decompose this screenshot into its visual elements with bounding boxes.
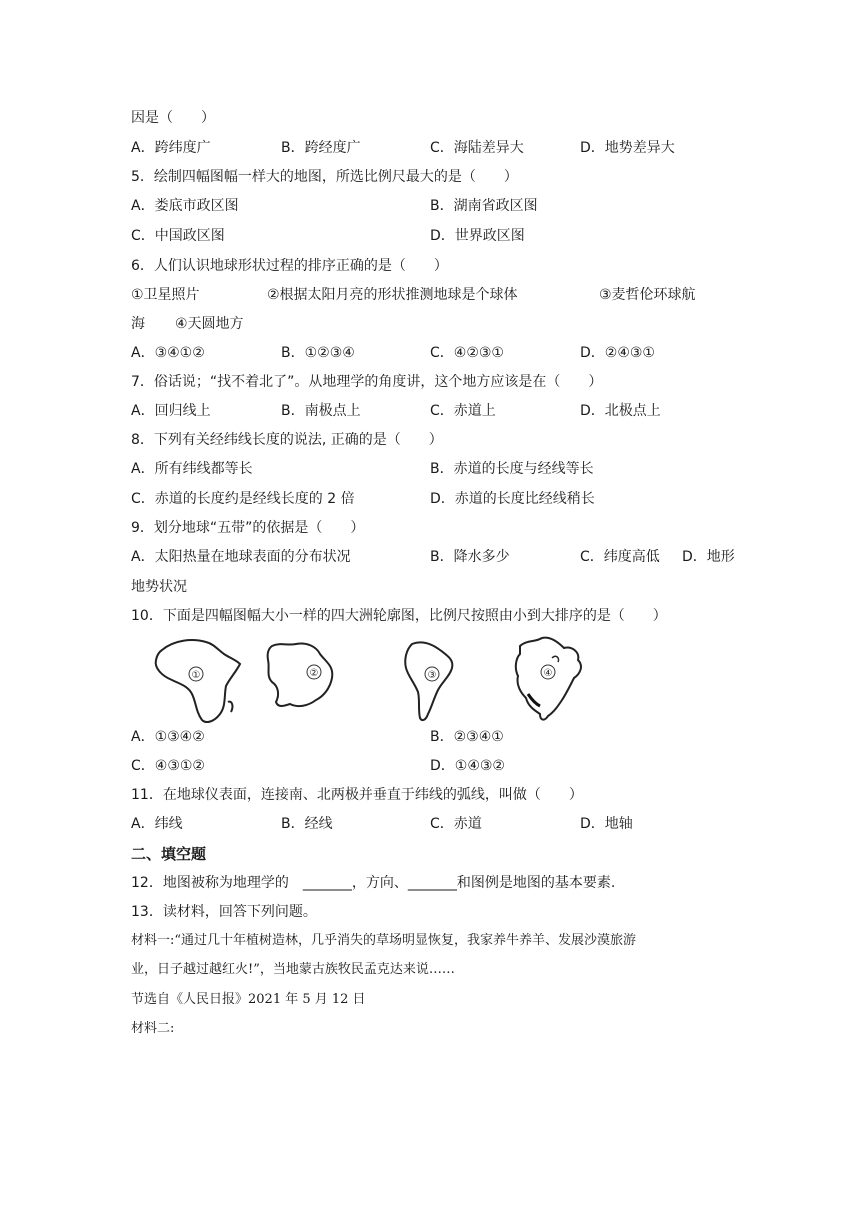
q13-material1-line1: 材料一:“通过几十年植树造林，几乎消失的草场明显恢复，我家养牛养羊、发展沙漠旅游	[131, 933, 637, 948]
q5-option-d: D．世界政区图	[430, 228, 525, 244]
q9-option-d-wrap: 地势状况	[131, 579, 187, 595]
q6-item-3-wrap: 海	[131, 316, 145, 332]
q4-option-c: C．海陆差异大	[430, 140, 524, 156]
q7-option-b: B．南极点上	[281, 403, 361, 419]
section-heading-fill-in: 二、填空题	[131, 845, 207, 863]
q4-option-d: D．地势差异大	[580, 140, 675, 156]
q6-stem: 6．人们认识地球形状过程的排序正确的是（ ）	[131, 258, 448, 274]
africa-outline	[156, 640, 240, 722]
q13-stem: 13．读材料，回答下列问题。	[131, 904, 317, 920]
q5-option-b: B．湖南省政区图	[430, 198, 538, 214]
q6-item-4: ④天圆地方	[175, 316, 244, 332]
q6-item-3: ③麦哲伦环球航	[599, 287, 696, 303]
q13-material1-line2: 业，日子越过越红火!”，当地蒙古族牧民孟克达来说……	[131, 962, 455, 977]
q11-option-a: A．纬线	[131, 816, 183, 832]
q5-option-c: C．中国政区图	[131, 228, 225, 244]
q5-stem: 5．绘制四幅图幅一样大的地图，所选比例尺最大的是（ ）	[131, 169, 518, 185]
map-label-4: ④	[543, 668, 553, 679]
q9-option-b: B．降水多少	[430, 549, 510, 565]
q10-option-c: C．④③①②	[131, 758, 205, 774]
q8-option-b: B．赤道的长度与经线等长	[430, 461, 594, 477]
q6-option-a: A．③④①②	[131, 345, 205, 361]
q6-item-2: ②根据太阳月亮的形状推测地球是个球体	[267, 287, 518, 303]
q10-option-b: B．②③④①	[430, 729, 504, 745]
q8-option-d: D．赤道的长度比经线稍长	[430, 491, 595, 507]
q8-option-c: C．赤道的长度约是经线长度的 2 倍	[131, 491, 355, 507]
continent-outline-maps	[148, 636, 598, 728]
north-america-outline	[516, 638, 581, 720]
q10-option-a: A．①③④②	[131, 729, 205, 745]
q11-stem: 11．在地球仪表面，连接南、北两极并垂直于纬线的弧线，叫做（ ）	[131, 787, 583, 803]
q7-option-d: D．北极点上	[580, 403, 661, 419]
q11-option-d: D．地轴	[580, 816, 633, 832]
q11-option-c: C．赤道	[430, 816, 482, 832]
q4-option-a: A．跨纬度广	[131, 140, 211, 156]
q10-stem: 10．下面是四幅图幅大小一样的四大洲轮廓图，比例尺按照由小到大排序的是（ ）	[131, 608, 667, 624]
q9-option-a: A．太阳热量在地球表面的分布状况	[131, 549, 351, 565]
q6-option-b: B．①②③④	[281, 345, 355, 361]
q6-option-c: C．④②③①	[430, 345, 504, 361]
q9-option-c: C．纬度高低	[580, 549, 660, 565]
q6-option-d: D．②④③①	[580, 345, 655, 361]
q13-material2-label: 材料二:	[131, 1021, 175, 1036]
q8-stem: 8．下列有关经纬线长度的说法, 正确的是（ ）	[131, 432, 443, 448]
q9-stem: 9．划分地球“五带”的依据是（ ）	[131, 520, 365, 536]
map-label-1: ①	[191, 670, 201, 681]
q13-source: 节选自《人民日报》2021 年 5 月 12 日	[131, 992, 366, 1007]
q7-option-a: A．回归线上	[131, 403, 211, 419]
q8-option-a: A．所有纬线都等长	[131, 461, 253, 477]
south-america-outline	[405, 642, 452, 720]
q4-option-b: B．跨经度广	[281, 140, 361, 156]
q12-stem: 12．地图被称为地理学的 _______，方向、_______和图例是地图的基本要素.	[131, 875, 616, 891]
q7-stem: 7．俗话说；“找不着北了”。从地理学的角度讲，这个地方应该是在（ ）	[131, 374, 603, 390]
antarctica-outline	[268, 643, 333, 706]
q9-option-d: D．地形	[682, 549, 735, 565]
q5-option-a: A．娄底市政区图	[131, 198, 239, 214]
q11-option-b: B．经线	[281, 816, 333, 832]
map-label-2: ②	[309, 668, 319, 679]
q10-option-d: D．①④③②	[430, 758, 505, 774]
map-label-3: ③	[427, 670, 437, 681]
q4-stem-tail: 因是（ ）	[131, 110, 215, 126]
q6-item-1: ①卫星照片	[131, 287, 200, 303]
q7-option-c: C．赤道上	[430, 403, 496, 419]
